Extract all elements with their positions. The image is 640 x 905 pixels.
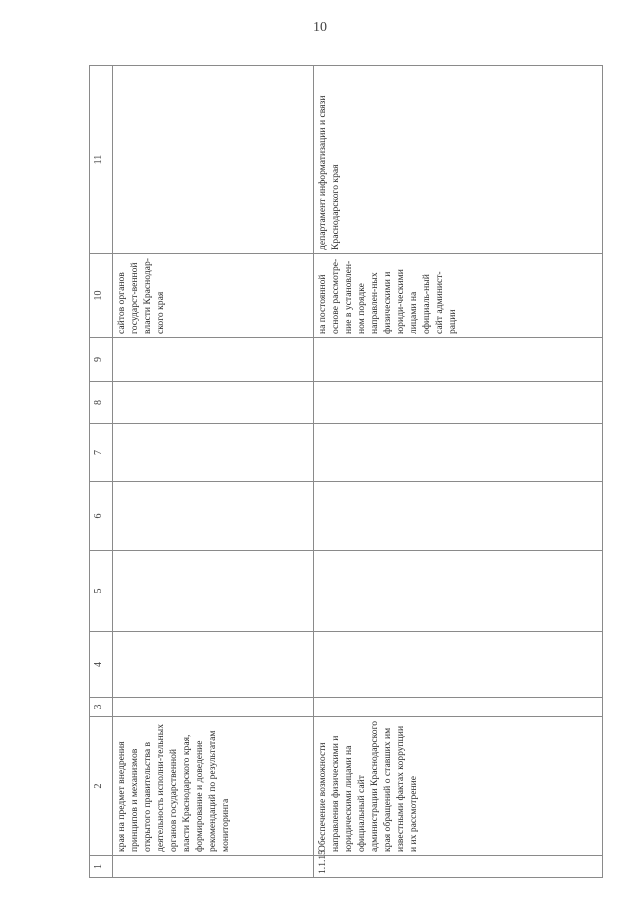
header-cell: 8 [90, 382, 113, 424]
table-cell [113, 382, 314, 424]
table-cell [314, 551, 603, 632]
row-number [113, 856, 314, 878]
header-cell: 11 [90, 66, 113, 254]
table-cell [113, 338, 314, 382]
row-responsible: департамент информатизации и связи Краснодарского края [314, 66, 603, 254]
header-cell: 7 [90, 424, 113, 482]
row-period: сайтов органов государст-венной власти Краснодар-ского края [113, 254, 314, 338]
page-number: 10 [313, 20, 327, 35]
table-cell [314, 632, 603, 698]
table-cell [314, 698, 603, 717]
row-description: края на предмет внедрения принципов и механизмов открытого правительства в деятельность исполни-тельных органов государственной власти Краснодарского края, формирование и доведение рекомендаций по результатам мониторинга [113, 717, 314, 856]
measures-table [89, 65, 603, 878]
row-responsible [113, 66, 314, 254]
table-cell [113, 551, 314, 632]
table-cell [113, 424, 314, 482]
table-cell [314, 424, 603, 482]
header-cell: 9 [90, 338, 113, 382]
table-cell [314, 382, 603, 424]
header-cell: 1 [90, 856, 113, 878]
table-row [314, 66, 603, 878]
header-cell: 5 [90, 551, 113, 632]
row-period: на постоянной основе рассмотре-ние в установлен-ном порядке направлен-ных физическими и юриди-ческими лицами на официаль-ный сайт админист-рации [314, 254, 603, 338]
table-header-row [90, 66, 113, 878]
row-number: 1.1.15 [314, 856, 603, 878]
table-row [113, 66, 314, 878]
header-cell: 3 [90, 698, 113, 717]
header-cell: 2 [90, 717, 113, 856]
header-cell: 4 [90, 632, 113, 698]
row-description: Обеспечение возможности направления физическими и юридическими лицами на официальный сайт администрации Краснодарского края обращений о ставших им известными фактах коррупции и их рассмотрение [314, 717, 603, 856]
rotated-table-wrapper [89, 66, 597, 878]
header-cell: 6 [90, 482, 113, 551]
table-cell [113, 482, 314, 551]
table-cell [113, 698, 314, 717]
header-cell: 10 [90, 254, 113, 338]
table-cell [113, 632, 314, 698]
table-cell [314, 338, 603, 382]
table-cell [314, 482, 603, 551]
